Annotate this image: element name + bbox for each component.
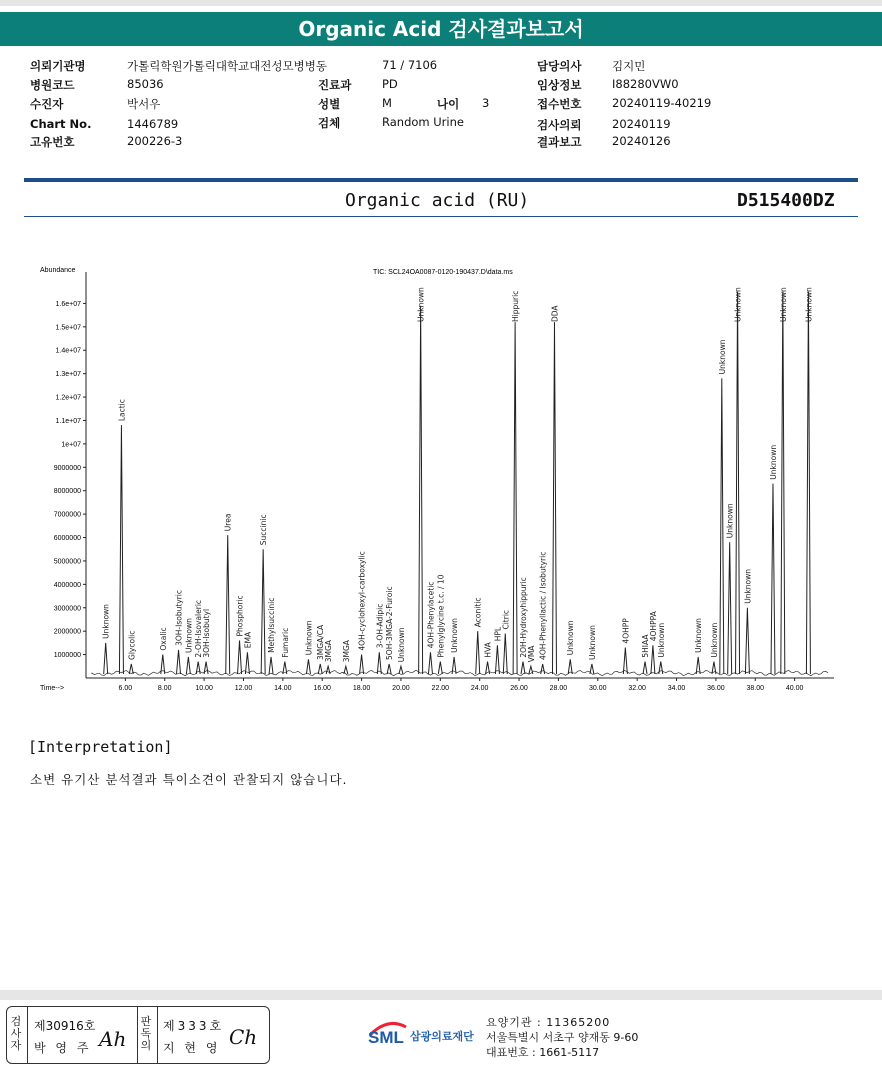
x-tick-label: 28.00	[549, 685, 568, 692]
peak-label: Unknown	[656, 622, 666, 658]
info-label: 검사의뢰	[537, 118, 582, 132]
sml-logo-icon	[366, 1013, 410, 1049]
chart-title: TIC: SCL24OA0087-0120-190437.D\data.ms	[373, 269, 513, 276]
info-value: 20240126	[612, 134, 671, 148]
peak-label: 2OH-Hydroxyhippuric	[518, 577, 528, 658]
peak-label: 3OH-Isobutyl	[202, 608, 212, 658]
chromatogram-peak	[651, 645, 655, 674]
x-tick-label: 38.00	[746, 685, 765, 692]
x-tick-label: 36.00	[707, 685, 725, 692]
y-tick-label: 1e+07	[61, 441, 81, 449]
peak-label: Unknown	[717, 339, 727, 375]
x-tick-label: 20.00	[392, 685, 410, 692]
section-divider	[24, 178, 858, 182]
chromatogram-peak	[186, 657, 190, 674]
peak-label: Urea	[223, 513, 233, 532]
baseline-trace	[92, 670, 828, 675]
chromatogram-peak	[736, 292, 740, 674]
x-tick-label: 40.00	[785, 685, 804, 692]
chromatogram-peak	[377, 652, 381, 674]
x-tick-label: 24.00	[470, 685, 489, 692]
x-tick-label: 22.00	[431, 685, 450, 692]
x-tick-label: 10.00	[195, 685, 213, 692]
info-value: I88280VW0	[612, 77, 679, 91]
chromatogram-peak	[590, 664, 594, 674]
peak-label: Unknown	[101, 604, 111, 639]
info-value: 박서우	[127, 97, 161, 111]
chromatogram-peak	[269, 657, 273, 674]
y-tick-label: 1.6e+07	[55, 300, 81, 308]
interpretation-heading: [Interpretation]	[28, 738, 173, 756]
chromatogram-peak	[196, 662, 200, 674]
examiner-number: 제30916호	[34, 1019, 96, 1033]
y-tick-label: 9000000	[53, 464, 81, 472]
reviewer-number: 제333호	[163, 1019, 225, 1033]
section-divider-thin	[24, 216, 858, 217]
peak-label: 3OH-Isobutyric	[174, 589, 184, 646]
peak-label: Unknown	[587, 625, 597, 660]
x-axis-label: Time-->	[40, 685, 65, 692]
peak-label: Unknown	[396, 627, 406, 663]
sex-label: 성별	[318, 97, 341, 111]
chromatogram-peak	[428, 652, 432, 674]
info-value: 20240119-40219	[612, 96, 712, 110]
x-tick-label: 16.00	[313, 685, 331, 692]
sign-divider	[27, 1007, 28, 1063]
chromatogram-peak	[643, 662, 647, 674]
chromatogram-peak	[318, 664, 322, 674]
info-value: 85036	[127, 77, 164, 91]
age-label: 나이	[437, 97, 460, 111]
peak-label: 5OH-3MGA-2-Furoic	[385, 586, 395, 660]
peak-label: Fumaric	[280, 627, 290, 658]
chromatogram-peak	[745, 608, 749, 674]
dept-value: PD	[382, 77, 398, 91]
chromatogram-peak	[238, 641, 242, 674]
foundation-name: 삼광의료재단	[410, 1030, 474, 1043]
dept-label: 진료과	[318, 78, 352, 92]
x-tick-label: 8.00	[157, 685, 172, 692]
reviewer-label: 판독의	[140, 1015, 152, 1052]
chromatogram-peak	[399, 666, 403, 674]
footer-divider	[0, 990, 882, 1000]
chromatogram-peak	[503, 634, 507, 674]
peak-label: VMA	[526, 645, 536, 663]
peak-label: Succinic	[259, 514, 269, 546]
age-value: 3	[482, 96, 490, 110]
examiner-signature: Ah	[99, 1027, 127, 1051]
chromatogram-peak	[623, 648, 627, 674]
chromatogram-peak	[387, 664, 391, 674]
chromatogram-peak	[119, 425, 123, 674]
report-code: D515400DZ	[737, 190, 835, 211]
y-tick-label: 8000000	[53, 488, 81, 496]
chromatogram-peak	[659, 662, 663, 674]
peak-label: Unknown	[416, 287, 426, 322]
chromatogram-peak	[129, 664, 133, 674]
peak-label: 4OHPPA	[648, 611, 658, 642]
signature-box	[6, 1006, 270, 1064]
examiner-label: 검사자	[10, 1015, 22, 1052]
top-divider	[0, 0, 882, 6]
peak-label: 4OH-cyclohexyl-carboxylic	[357, 551, 367, 651]
info-label: 결과보고	[537, 135, 582, 149]
x-tick-label: 34.00	[667, 685, 686, 692]
chromatogram-peak	[306, 659, 310, 674]
peak-label: Unknown	[804, 287, 814, 322]
peak-label: 4OHPP	[621, 618, 631, 644]
peak-label: Citric	[501, 609, 511, 630]
chromatogram-peak	[360, 655, 364, 674]
peak-label: Unknown	[450, 618, 460, 653]
chromatogram-peak	[720, 378, 724, 674]
ward-value: 71 / 7106	[382, 58, 438, 72]
y-axis-label: Abundance	[40, 267, 76, 274]
y-tick-label: 1000000	[53, 652, 81, 660]
x-tick-label: 6.00	[118, 685, 133, 692]
x-tick-label: 32.00	[628, 685, 646, 692]
reviewer-name: 지 현 영	[163, 1041, 221, 1055]
interpretation-text: 소변 유기산 분석결과 특이소견이 관찰되지 않습니다.	[30, 772, 348, 787]
y-tick-label: 1.4e+07	[55, 347, 81, 355]
chromatogram-peak	[344, 666, 348, 674]
info-label: 고유번호	[30, 135, 75, 149]
peak-label: Unknown	[733, 287, 743, 322]
y-tick-label: 7000000	[53, 511, 81, 519]
chromatogram-peak	[177, 650, 181, 674]
info-label: 수진자	[30, 97, 64, 111]
info-label: 임상정보	[537, 78, 582, 92]
phone: 대표번호 : 1661-5117	[486, 1046, 600, 1059]
sml-logo-text: SML	[368, 1028, 404, 1047]
chromatogram-chart	[38, 262, 838, 702]
info-value: 200226-3	[127, 134, 183, 148]
peak-label: DDA	[550, 305, 560, 322]
peak-label: Phenylglycine t.c. / 10	[436, 574, 446, 658]
peak-label: Unknown	[725, 503, 735, 539]
peak-label: 4OH-Phenyllactic / Isobutyric	[538, 551, 548, 660]
info-label: 접수번호	[537, 97, 582, 111]
y-tick-label: 1.2e+07	[55, 394, 81, 402]
peak-label: Aconitic	[473, 597, 483, 628]
chromatogram-peak	[513, 322, 517, 674]
x-tick-label: 14.00	[274, 685, 292, 692]
chromatogram-peak	[728, 542, 732, 674]
reviewer-signature: Ch	[229, 1025, 258, 1049]
peak-label: 3-OH-Adipic	[375, 603, 385, 649]
peak-label: HVA	[483, 642, 493, 658]
chromatogram-peak	[771, 484, 775, 674]
agency-code: 요양기관 : 11365200	[486, 1016, 611, 1029]
peak-label: Methylsuccinic	[267, 597, 277, 653]
y-tick-label: 5000000	[53, 558, 81, 566]
y-tick-label: 6000000	[53, 535, 81, 543]
sign-divider	[137, 1007, 138, 1063]
peak-label: 3MGA/CA	[316, 624, 326, 660]
info-label: 의뢰기관명	[30, 59, 86, 73]
peak-label: Lactic	[117, 399, 127, 422]
peak-label: Unknown	[566, 620, 576, 656]
chromatogram-peak	[552, 322, 556, 674]
specimen-value: Random Urine	[382, 115, 464, 129]
report-title: Organic Acid 검사결과보고서	[0, 12, 882, 46]
chromatogram-peak	[521, 662, 525, 674]
x-tick-label: 26.00	[510, 685, 528, 692]
peak-label: Unknown	[694, 618, 704, 653]
chromatogram-peak	[326, 666, 330, 674]
peak-label: 2-OH-Isovaleric	[194, 599, 204, 658]
y-tick-label: 4000000	[53, 581, 81, 589]
sex-value: M	[382, 96, 392, 110]
info-value: 가톨릭학원가톨릭대학교대전성모병병동	[127, 59, 327, 73]
peak-label: Unknown	[778, 287, 788, 322]
y-tick-label: 1.1e+07	[55, 417, 81, 425]
chromatogram-peak	[438, 662, 442, 674]
chromatogram-peak	[204, 662, 208, 674]
peak-label: Unknown	[709, 622, 719, 658]
peak-label: Unknown	[743, 568, 753, 604]
peak-label: Oxalic	[158, 627, 168, 651]
chromatogram-peak	[283, 662, 287, 674]
info-label: 담당의사	[537, 59, 582, 73]
peak-label: EMA	[243, 631, 253, 649]
info-value: 1446789	[127, 117, 179, 131]
peak-label: 5HIAA	[641, 634, 651, 658]
chromatogram-peak	[806, 292, 810, 674]
peak-label: 3MGA	[341, 640, 351, 663]
peak-label: Unknown	[768, 444, 778, 480]
x-tick-label: 12.00	[234, 685, 253, 692]
chromatogram-peak	[245, 652, 249, 674]
info-label: 병원코드	[30, 78, 75, 92]
chromatogram-peak	[529, 666, 533, 674]
chromatogram-peak	[104, 643, 108, 674]
chromatogram-peak	[541, 664, 545, 674]
info-value: 20240119	[612, 117, 671, 131]
sign-divider	[157, 1007, 158, 1063]
peak-label: HPL	[493, 626, 503, 642]
specimen-label: 검체	[318, 116, 341, 130]
info-value: 김지민	[612, 59, 646, 73]
peak-label: 3MGA	[324, 640, 334, 663]
section-title: Organic acid (RU)	[345, 190, 530, 211]
y-tick-label: 1.3e+07	[55, 371, 81, 379]
chromatogram-peak	[476, 631, 480, 674]
address: 서울특별시 서초구 양재동 9-60	[486, 1031, 639, 1044]
chromatogram-peak	[261, 549, 265, 674]
peak-label: 4OH-Phenylacetic	[426, 581, 436, 649]
peak-label: Unknown	[304, 620, 314, 656]
chromatogram-peak	[161, 655, 165, 674]
examiner-name: 박 영 주	[34, 1041, 92, 1055]
peak-label: Phosphoric	[235, 595, 245, 637]
chromatogram-peak	[781, 292, 785, 674]
x-tick-label: 18.00	[352, 685, 371, 692]
info-label: Chart No.	[30, 117, 92, 131]
x-tick-label: 30.00	[589, 685, 607, 692]
y-tick-label: 3000000	[53, 605, 81, 613]
y-tick-label: 1.5e+07	[55, 324, 81, 332]
peak-label: Hippuric	[511, 290, 521, 322]
chromatogram-peak	[495, 645, 499, 674]
chromatogram-peak	[226, 535, 230, 674]
peak-label: Glycolic	[127, 630, 137, 660]
y-tick-label: 2000000	[53, 628, 81, 636]
chromatogram-peak	[419, 306, 423, 674]
peak-label: Unknown	[184, 618, 194, 653]
